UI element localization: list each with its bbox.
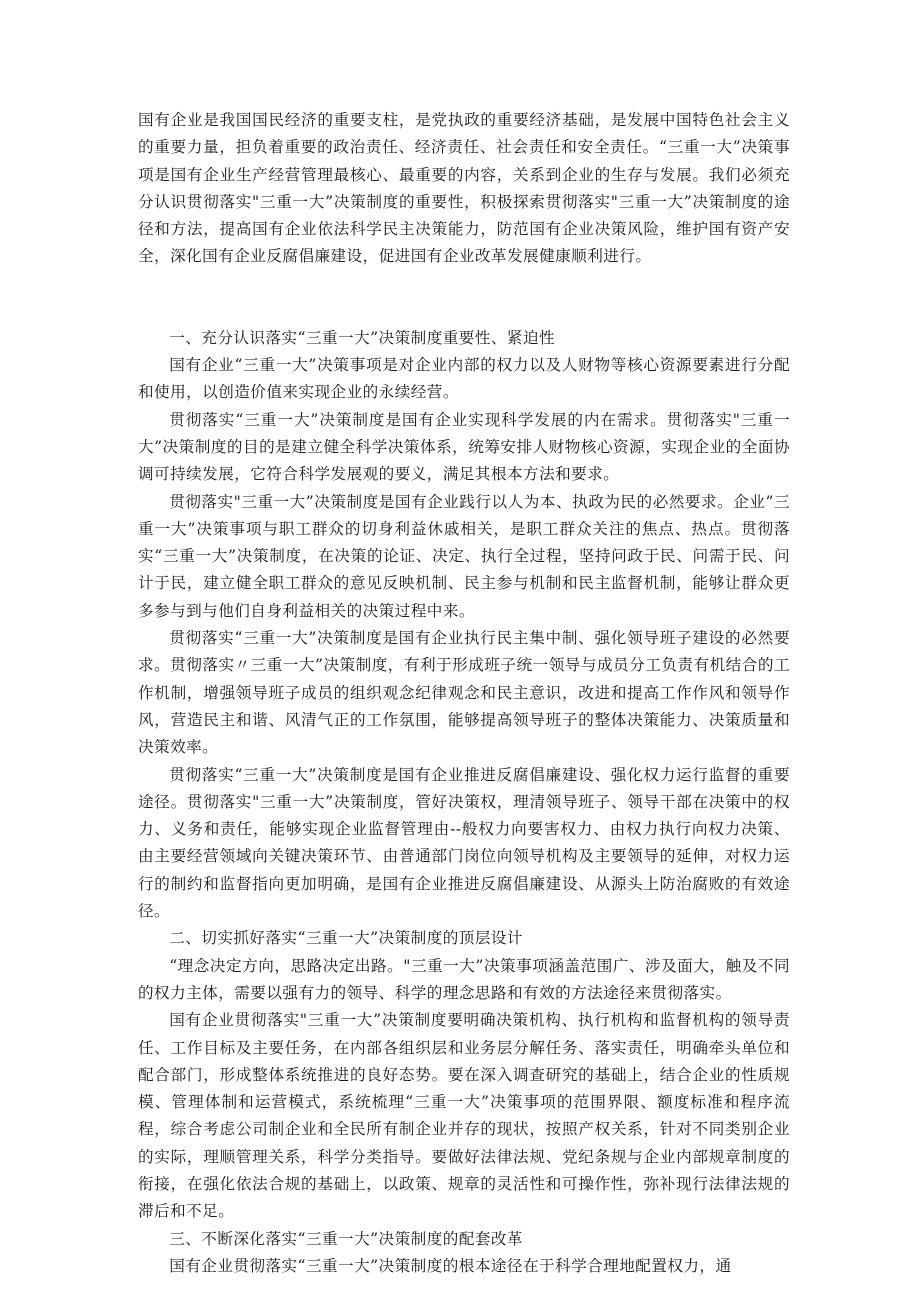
section-heading-2: 二、切实抓好落实“三重一大”决策制度的顶层设计 — [169, 929, 523, 948]
document-body — [138, 107, 790, 1280]
body-paragraph: 贯彻落实“三重一大”决策制度是国有企业推进反腐倡廉建设、强化权力运行监督的重要途径。贯彻落实"三重一大”决策制度，管好决策权，理清领导班子、领导干部在决策中的权力、义务和责任，能够实现企业监督管理由--般权力向要害权力、由权力执行向权力决策、由主要经营领域向关键决策环节、由普通部门岗位向领导机构及主要领导的延伸，对权力运行的制约和监督指向更加明确，是国有企业推进反腐倡廉建设、从源头上防治腐败的有效途径。 — [138, 765, 790, 921]
body-paragraph: 国有企业贯彻落实“三重一大”决策制度的根本途径在于科学合理地配置权力，通 — [169, 1256, 732, 1275]
section-heading-3: 三、不断深化落实“三重一大”决策制度的配套改革 — [169, 1229, 523, 1248]
body-paragraph: “理念决定方向，思路决定出路。"三重一大”决策事项涵盖范围广、涉及面大，触及不同的权力主体，需要以强有力的领导、科学的理念思路和有效的方法途径来贯彻落实。 — [138, 956, 790, 1002]
body-paragraph: 贯彻落实“三重一大”决策制度是国有企业执行民主集中制、强化领导班子建设的必然要求。贯彻落实〃三重一大”决策制度，有利于形成班子统一领导与成员分工负责有机结合的工作机制，增强领导班子成员的组织观念纪律观念和民主意识，改进和提高工作作风和领导作风，营造民主和谐、风清气正的工作氛围，能够提高领导班子的整体决策能力、决策质量和决策效率。 — [138, 629, 790, 757]
body-paragraph: 国有企业“三重一大”决策事项是对企业内部的权力以及人财物等核心资源要素进行分配和使用，以创造价值来实现企业的永续经营。 — [138, 356, 790, 402]
intro-paragraph: 国有企业是我国国民经济的重要支柱，是党执政的重要经济基础，是发展中国特色社会主义的重要力量，担负着重要的政治责任、经济责任、社会责任和安全责任。“三重一大”决策事项是国有企业生产经营管理最核心、最重要的内容，关系到企业的生存与发展。我们必须充分认识贯彻落实"三重一大”决策制度的重要性，积极探索贯彻落实"三重一大”决策制度的途径和方法，提高国有企业依法科学民主决策能力，防范国有企业决策风险，维护国有资产安全，深化国有企业反腐倡廉建设，促进国有企业改革发展健康顺利进行。 — [138, 111, 790, 266]
body-paragraph: 贯彻落实"三重一大”决策制度是国有企业践行以人为本、执政为民的必然要求。企业”三重一大”决策事项与职工群众的切身利益休戚相关，是职工群众关注的焦点、热点。贯彻落实“三重一大”决策制度，在决策的论证、决定、执行全过程，坚持问政于民、问需于民、问计于民，建立健全职工群众的意见反映机制、民主参与机制和民主监督机制，能够让群众更多参与到与他们自身利益相关的决策过程中来。 — [138, 492, 790, 620]
section-heading-1: 一、充分认识落实“三重一大”决策制度重要性、紧迫性 — [169, 328, 556, 347]
body-paragraph: 国有企业贯彻落实"三重一大”决策制度要明确决策机构、执行机构和监督机构的领导责任、工作目标及主要任务，在内部各组织层和业务层分解任务、落实责任，明确牵头单位和配合部门，形成整体系统推进的良好态势。要在深入调查研究的基础上，结合企业的性质规模、管理体制和运营模式，系统梳理“三重一大”决策事项的范围界限、额度标准和程序流程，综合考虑公司制企业和全民所有制企业并存的现状，按照产权关系，针对不同类别企业的实际，理顺管理关系，科学分类指导。要做好法律法规、党纪条规与企业内部规章制度的衔接，在强化依法合规的基础上，以政策、规章的灵活性和可操作性，弥补现行法律法规的滞后和不足。 — [138, 1011, 790, 1221]
body-paragraph: 贯彻落实“三重一大”决策制度是国有企业实现科学发展的内在需求。贯彻落实"三重一大”决策制度的目的是建立健全科学决策体系，统筹安排人财物核心资源，实现企业的全面协调可持续发展，它符合科学发展观的要义，满足其根本方法和要求。 — [138, 410, 790, 484]
